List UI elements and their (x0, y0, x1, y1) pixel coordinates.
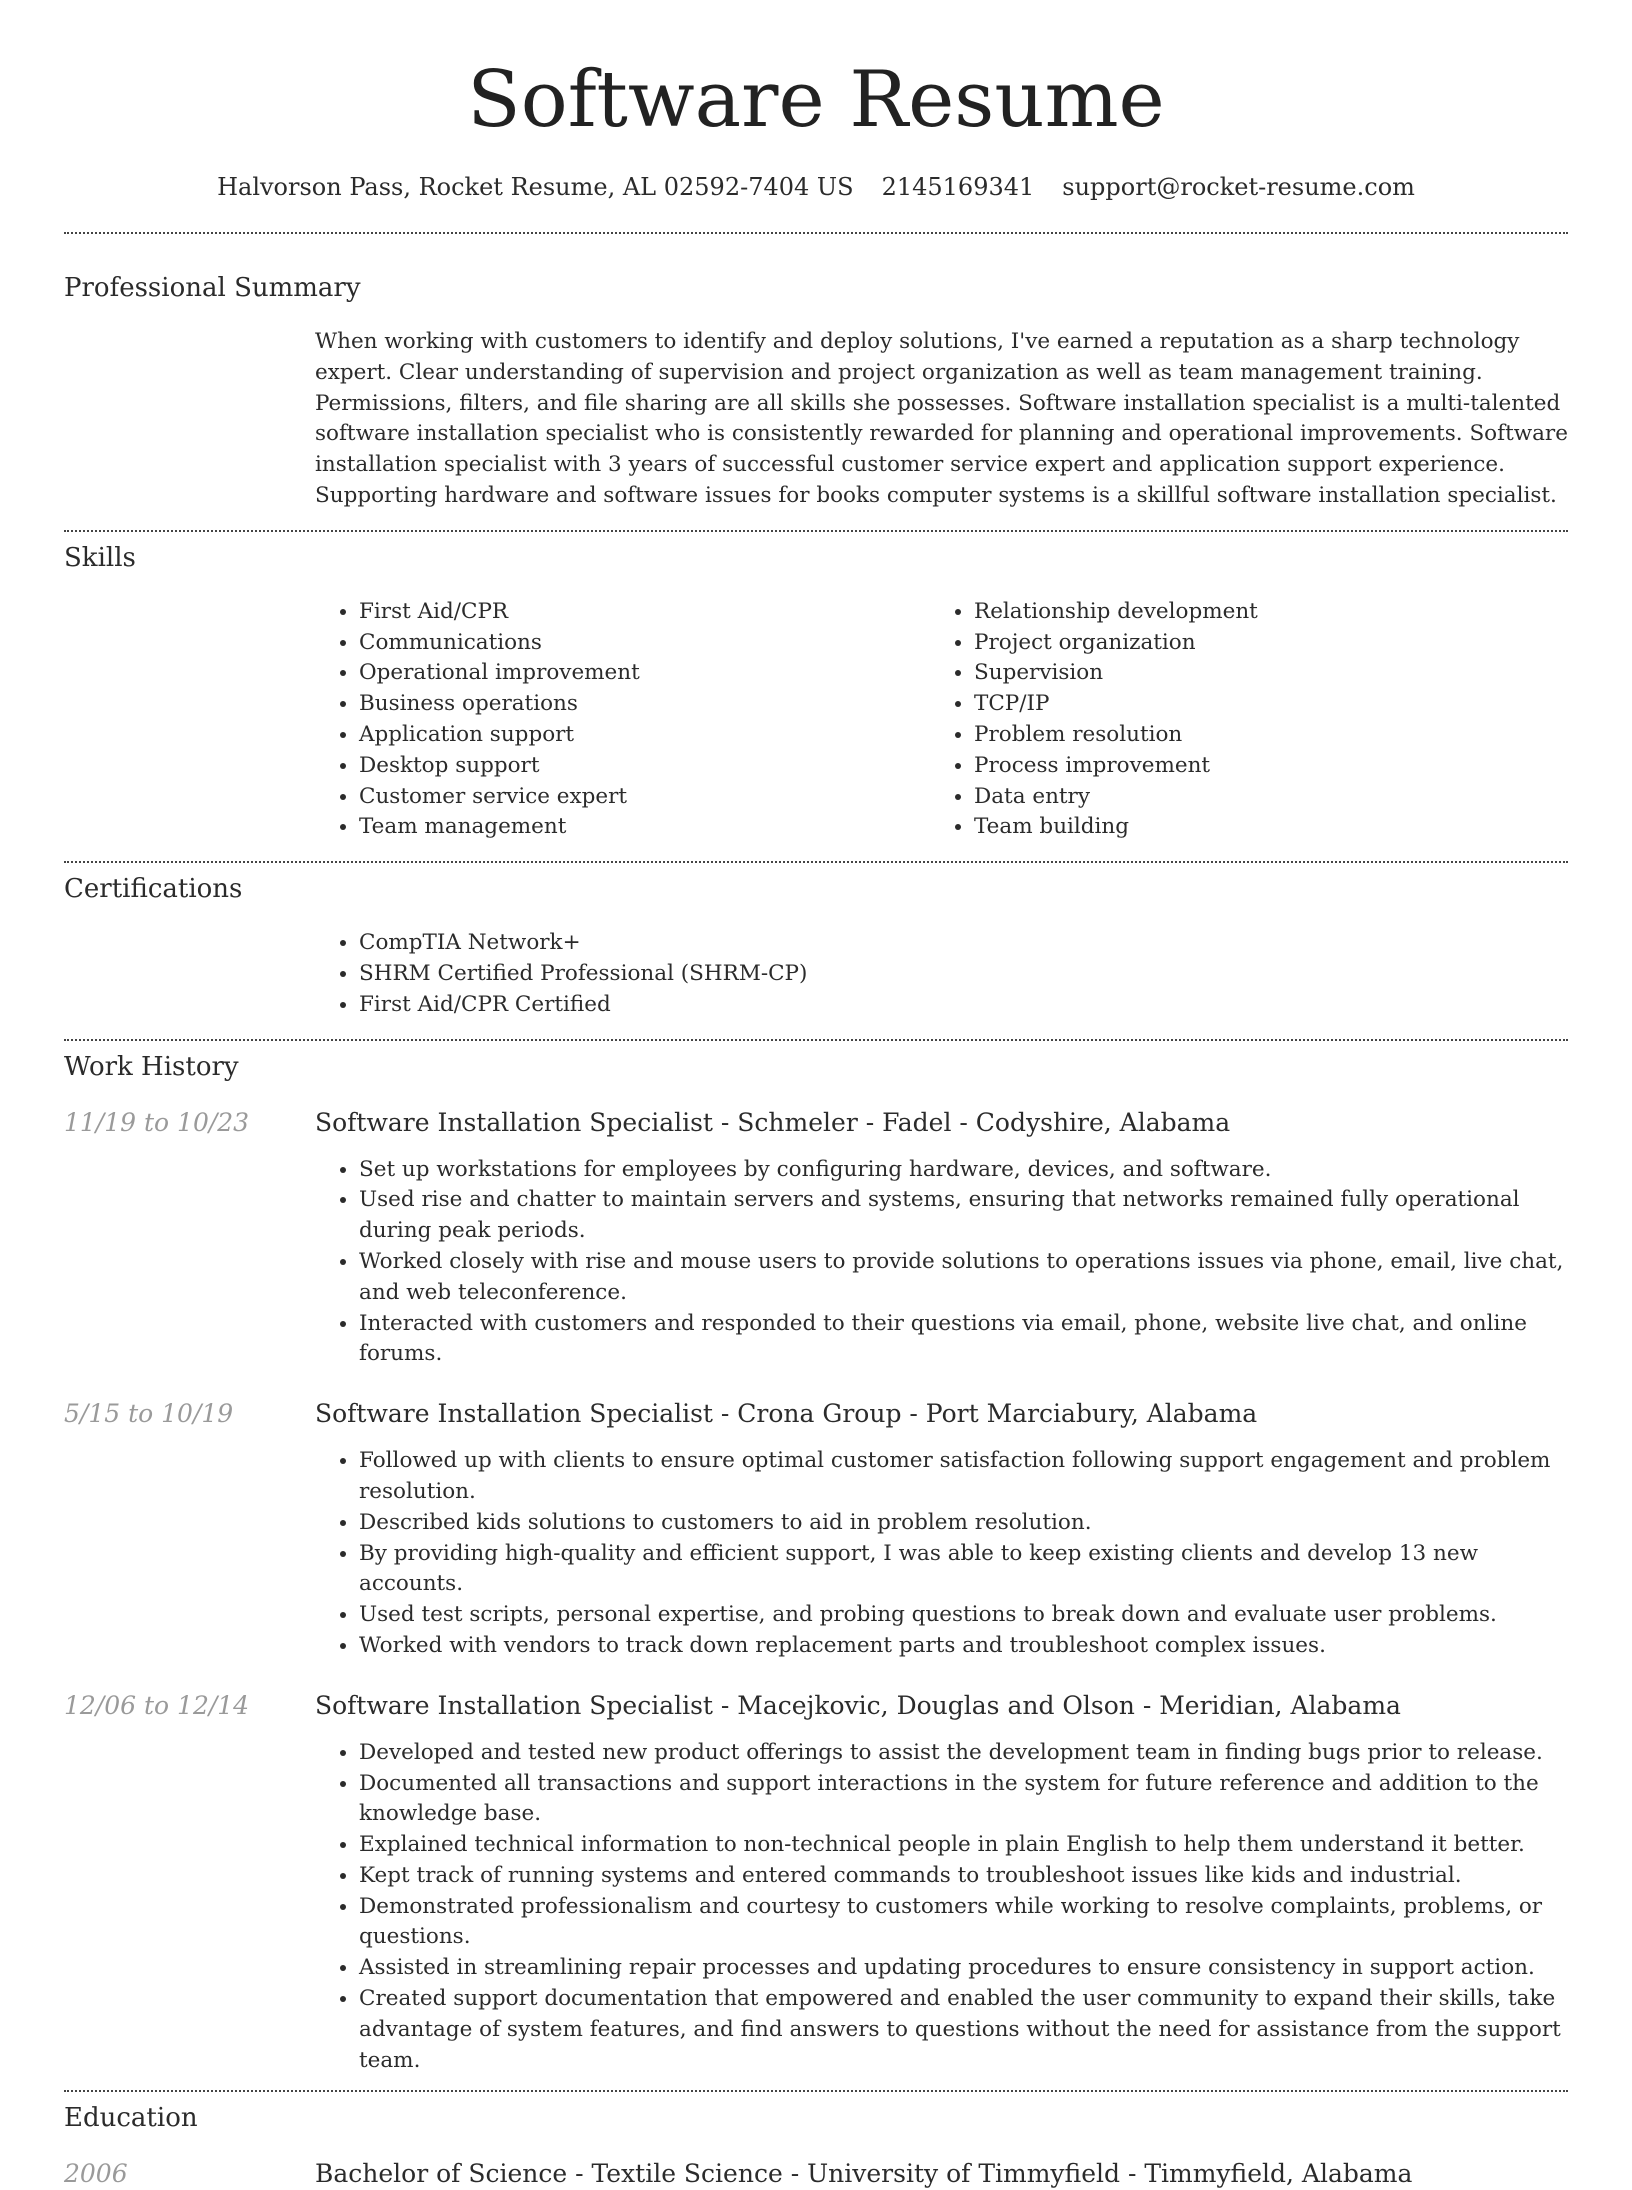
skill-item: • Project organization (974, 628, 1545, 659)
education-section (64, 2102, 1568, 2190)
job-bullet: • Used test scripts, personal expertise, and probing questions to break down and evaluate user problems. (359, 1600, 1568, 1631)
job-bullet: • Worked closely with rise and mouse users to provide solutions to operations issues via phone, email, live chat, and web teleconference. (359, 1247, 1568, 1309)
skills-section (64, 542, 1568, 843)
job-dates: 11/19 to 10/23 (64, 1107, 250, 1137)
job-bullet: • Kept track of running systems and entered commands to troubleshoot issues like kids and industrial. (359, 1861, 1568, 1892)
certifications-section (64, 873, 1568, 1020)
education-heading: Education (64, 2103, 198, 2134)
skill-item: • Process improvement (974, 751, 1545, 782)
divider (64, 2090, 1568, 2092)
skill-item: • Problem resolution (974, 720, 1545, 751)
summary-section (64, 272, 1568, 512)
job-title: Software Installation Specialist - Crona Group - Port Marciabury, Alabama (315, 1399, 1258, 1429)
skill-item: • Customer service expert (359, 782, 930, 813)
summary-text: When working with customers to identify and deploy solutions, I've earned a reputation as a sharp technology expert. Clear understanding of supervision and project organization as well as team management training. Permissions, filters, and file sharing are all skills she possesses. Software installation specialist is a multi-talented software installation specialist who is consistently rewarded for planning and operational improvements. Software installation specialist with 3 years of successful customer service expert and application support experience. Supporting hardware and software issues for books computer systems is a skillful software installation specialist. (315, 329, 1568, 508)
job-bullet: • Explained technical information to non-technical people in plain English to help them understand it better. (359, 1830, 1568, 1861)
divider (64, 530, 1568, 532)
job-bullet: • Demonstrated professionalism and courtesy to customers while working to resolve complaints, problems, or questions. (359, 1892, 1568, 1954)
certification-item: • First Aid/CPR Certified (359, 990, 1568, 1021)
summary-heading: Professional Summary (64, 273, 361, 303)
skill-item: • Relationship development (974, 597, 1545, 628)
job-title: Software Installation Specialist - Schmeler - Fadel - Codyshire, Alabama (315, 1107, 1231, 1137)
skill-item: • Supervision (974, 658, 1545, 689)
job-bullet: • Documented all transactions and support interactions in the system for future reference and addition to the knowledge base. (359, 1769, 1568, 1831)
job-bullet: • Created support documentation that empowered and enabled the user community to expand their skills, take advantage of system features, and find answers to questions without the need for assistance from the support team. (359, 1984, 1568, 2076)
contact-email: support@rocket-resume.com (1062, 173, 1415, 201)
skill-item: • Team management (359, 812, 930, 843)
job-entry (64, 1690, 1568, 2077)
certification-item: • CompTIA Network+ (359, 928, 1568, 959)
job-bullet: • Used rise and chatter to maintain servers and systems, ensuring that networks remained fully operational during peak periods. (359, 1185, 1568, 1247)
education-degree: Bachelor of Science - Textile Science - University of Timmyfield - Timmyfield, Alabama (315, 2159, 1413, 2189)
job-bullet: • Followed up with clients to ensure optimal customer satisfaction following support engagement and problem resolution. (359, 1446, 1568, 1508)
job-bullet: • Set up workstations for employees by configuring hardware, devices, and software. (359, 1155, 1568, 1186)
skill-item: • Data entry (974, 782, 1545, 813)
certifications-heading: Certifications (64, 874, 243, 905)
skill-item: • Communications (359, 628, 930, 659)
certification-item: • SHRM Certified Professional (SHRM-CP) (359, 959, 1568, 990)
skill-item: • Application support (359, 720, 930, 751)
skill-item: • Desktop support (359, 751, 930, 782)
skill-item: • TCP/IP (974, 689, 1545, 720)
job-title: Software Installation Specialist - Macejkovic, Douglas and Olson - Meridian, Alabama (315, 1690, 1401, 1720)
work-history-heading: Work History (64, 1051, 239, 1082)
skills-column-right (930, 597, 1545, 843)
work-history-section (64, 1051, 1568, 2077)
skills-column-left (315, 597, 930, 843)
skill-item: • First Aid/CPR (359, 597, 930, 628)
education-year: 2006 (64, 2159, 128, 2189)
job-dates: 5/15 to 10/19 (64, 1399, 234, 1429)
divider (64, 1039, 1568, 1041)
skills-heading: Skills (64, 542, 136, 573)
job-dates: 12/06 to 12/14 (64, 1690, 250, 1720)
contact-address: Halvorson Pass, Rocket Resume, AL 02592-7404 US (217, 173, 854, 201)
divider (64, 861, 1568, 863)
job-bullet: • Described kids solutions to customers to aid in problem resolution. (359, 1508, 1568, 1539)
job-entry (64, 1107, 1568, 1371)
job-bullet: • Developed and tested new product offerings to assist the development team in finding bugs prior to release. (359, 1738, 1568, 1769)
job-entry (64, 1398, 1568, 1662)
contact-phone: 2145169341 (881, 173, 1035, 201)
job-bullet: • By providing high-quality and efficient support, I was able to keep existing clients and develop 13 new accounts. (359, 1539, 1568, 1601)
job-bullet: • Worked with vendors to track down replacement parts and troubleshoot complex issues. (359, 1631, 1568, 1662)
job-bullet: • Interacted with customers and responded to their questions via email, phone, website live chat, and online forums. (359, 1309, 1568, 1371)
job-bullet: • Assisted in streamlining repair processes and updating procedures to ensure consistency in support action. (359, 1953, 1568, 1984)
divider (64, 232, 1568, 234)
skill-item: • Operational improvement (359, 658, 930, 689)
skill-item: • Team building (974, 812, 1545, 843)
skill-item: • Business operations (359, 689, 930, 720)
contact-line (64, 172, 1568, 202)
resume-title: Software Resume (467, 55, 1165, 145)
